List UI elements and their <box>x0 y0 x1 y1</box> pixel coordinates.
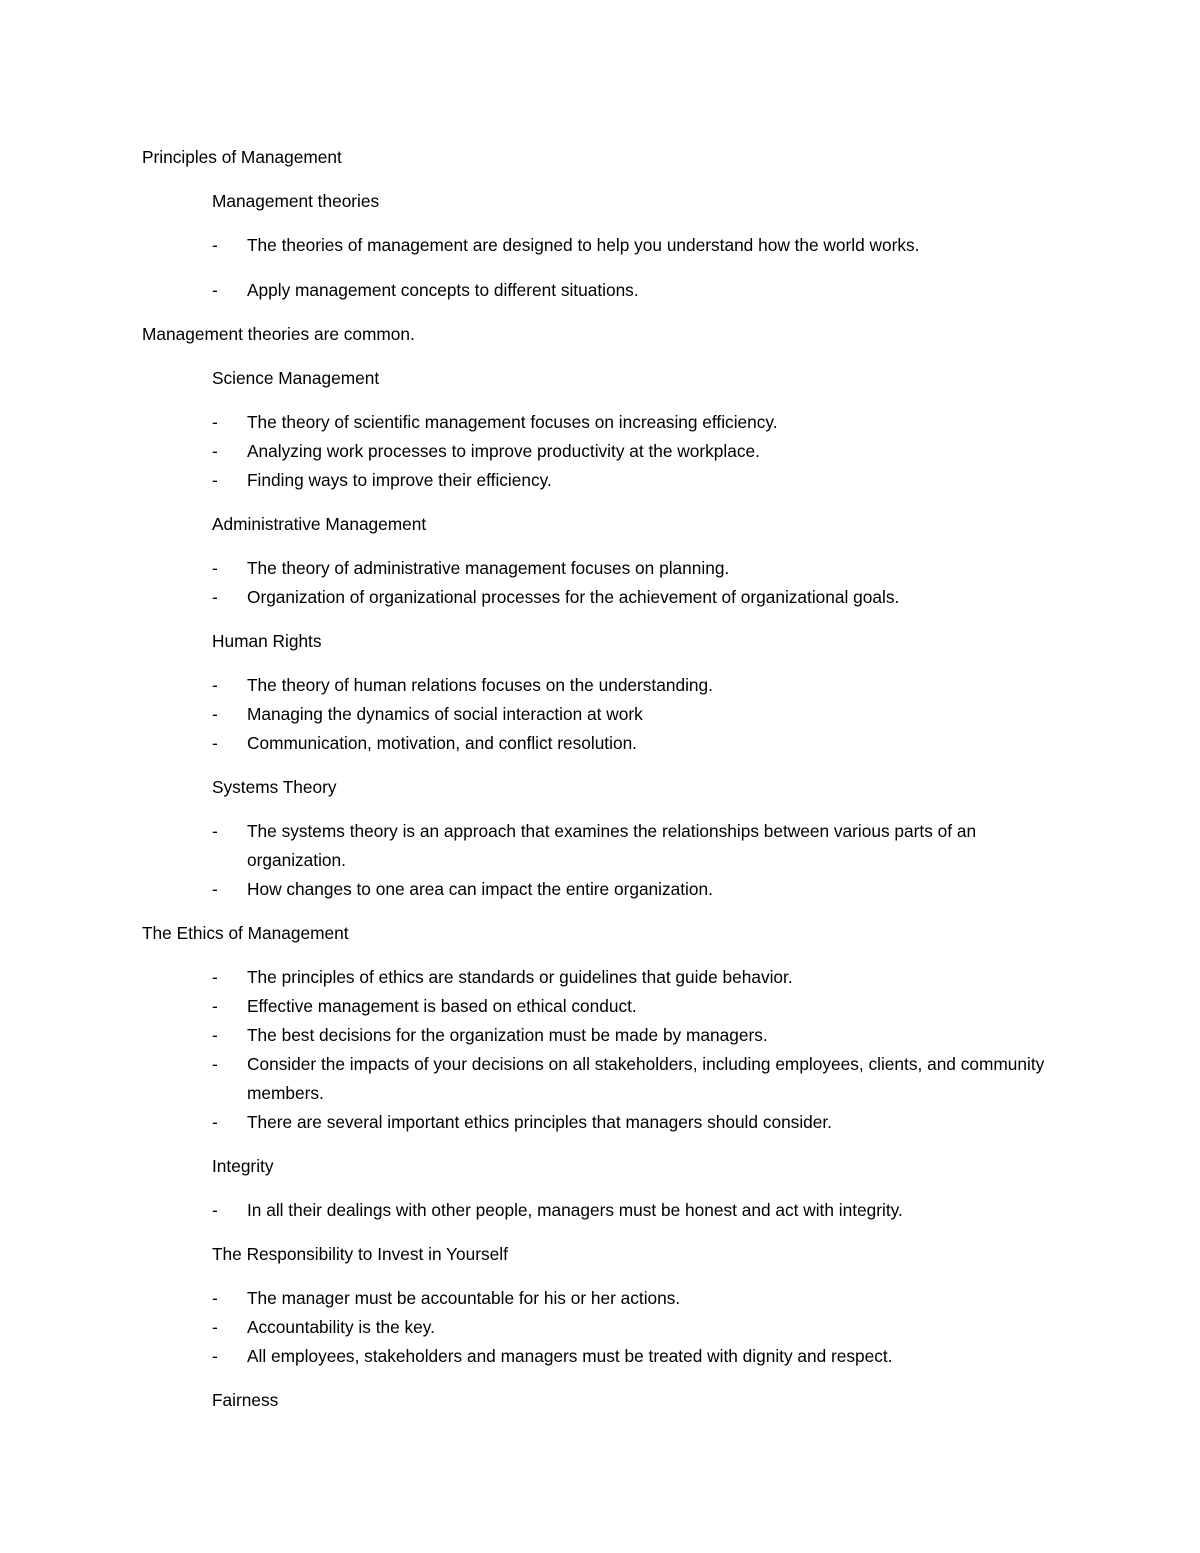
list-item-text: Consider the impacts of your decisions on all stakeholders, including employees, clients, and community members. <box>247 1054 1045 1103</box>
dash-bullet: - <box>212 733 218 753</box>
section-heading-management-theories: Management theories <box>212 191 380 211</box>
list-item-text: Organization of organizational processes for the achievement of organizational goals. <box>247 587 900 607</box>
list-item <box>212 729 1072 758</box>
dash-bullet: - <box>212 704 218 724</box>
dash-bullet: - <box>212 558 218 578</box>
list-item <box>212 231 1072 260</box>
systems-theory-list <box>212 817 1072 904</box>
dash-bullet: - <box>212 412 218 432</box>
section-heading-systems-theory: Systems Theory <box>212 777 337 797</box>
dash-bullet: - <box>212 675 218 695</box>
science-management-list <box>212 408 1072 495</box>
administrative-management-list <box>212 554 1072 612</box>
dash-bullet: - <box>212 821 218 841</box>
list-item <box>212 466 1072 495</box>
dash-bullet: - <box>212 1317 218 1337</box>
document-body <box>142 143 1072 1430</box>
list-item <box>212 1284 1072 1313</box>
list-item <box>212 1342 1072 1371</box>
section-heading-integrity: Integrity <box>212 1156 274 1176</box>
dash-bullet: - <box>212 441 218 461</box>
list-item-text: All employees, stakeholders and managers must be treated with dignity and respect. <box>247 1346 893 1366</box>
dash-bullet: - <box>212 1288 218 1308</box>
list-item <box>212 700 1072 729</box>
list-item-text: The theory of administrative management focuses on planning. <box>247 558 730 578</box>
section-heading-ethics-of-management: The Ethics of Management <box>142 923 349 943</box>
list-item <box>212 437 1072 466</box>
list-item <box>212 963 1072 992</box>
list-item-text: The systems theory is an approach that examines the relationships between various parts of an organization. <box>247 821 977 870</box>
section-heading-science-management: Science Management <box>212 368 380 388</box>
dash-bullet: - <box>212 1054 218 1074</box>
list-item-text: The best decisions for the organization must be made by managers. <box>247 1025 768 1045</box>
list-item <box>212 1021 1072 1050</box>
section-heading-fairness: Fairness <box>212 1390 279 1410</box>
list-item <box>212 875 1072 904</box>
list-item-text: In all their dealings with other people, managers must be honest and act with integrity. <box>247 1200 903 1220</box>
list-item-text: The principles of ethics are standards or guidelines that guide behavior. <box>247 967 793 987</box>
list-item-text: How changes to one area can impact the entire organization. <box>247 879 713 899</box>
list-item-text: Effective management is based on ethical conduct. <box>247 996 637 1016</box>
list-item-text: The theory of scientific management focuses on increasing efficiency. <box>247 412 778 432</box>
list-item <box>212 408 1072 437</box>
list-item-text: Apply management concepts to different situations. <box>247 280 639 300</box>
responsibility-list <box>212 1284 1072 1371</box>
list-item <box>212 1313 1072 1342</box>
list-item-text: Communication, motivation, and conflict resolution. <box>247 733 637 753</box>
list-item-text: The manager must be accountable for his or her actions. <box>247 1288 681 1308</box>
dash-bullet: - <box>212 1112 218 1132</box>
section-heading-administrative-management: Administrative Management <box>212 514 427 534</box>
list-item-text: Analyzing work processes to improve productivity at the workplace. <box>247 441 760 461</box>
management-theories-list <box>212 231 1072 305</box>
dash-bullet: - <box>212 587 218 607</box>
list-item-text: The theories of management are designed to help you understand how the world works. <box>247 235 920 255</box>
list-item <box>212 992 1072 1021</box>
dash-bullet: - <box>212 879 218 899</box>
list-item-text: Finding ways to improve their efficiency. <box>247 470 552 490</box>
list-item <box>212 583 1072 612</box>
section-heading-human-rights: Human Rights <box>212 631 322 651</box>
dash-bullet: - <box>212 967 218 987</box>
dash-bullet: - <box>212 1025 218 1045</box>
list-item <box>212 817 1072 875</box>
list-item-text: Accountability is the key. <box>247 1317 435 1337</box>
dash-bullet: - <box>212 470 218 490</box>
list-item <box>212 1108 1072 1137</box>
list-item <box>212 1050 1072 1108</box>
list-item-text: There are several important ethics principles that managers should consider. <box>247 1112 832 1132</box>
list-item-text: Managing the dynamics of social interaction at work <box>247 704 643 724</box>
dash-bullet: - <box>212 1200 218 1220</box>
human-rights-list <box>212 671 1072 758</box>
dash-bullet: - <box>212 280 218 300</box>
dash-bullet: - <box>212 1346 218 1366</box>
list-item <box>212 554 1072 583</box>
dash-bullet: - <box>212 235 218 255</box>
list-item <box>212 276 1072 305</box>
section-heading-theories-common: Management theories are common. <box>142 324 415 344</box>
section-heading-responsibility: The Responsibility to Invest in Yourself <box>212 1244 508 1264</box>
list-item <box>212 1196 1072 1225</box>
list-item-text: The theory of human relations focuses on the understanding. <box>247 675 713 695</box>
dash-bullet: - <box>212 996 218 1016</box>
list-item <box>212 671 1072 700</box>
ethics-of-management-list <box>212 963 1072 1137</box>
integrity-list <box>212 1196 1072 1225</box>
document-title: Principles of Management <box>142 147 342 167</box>
